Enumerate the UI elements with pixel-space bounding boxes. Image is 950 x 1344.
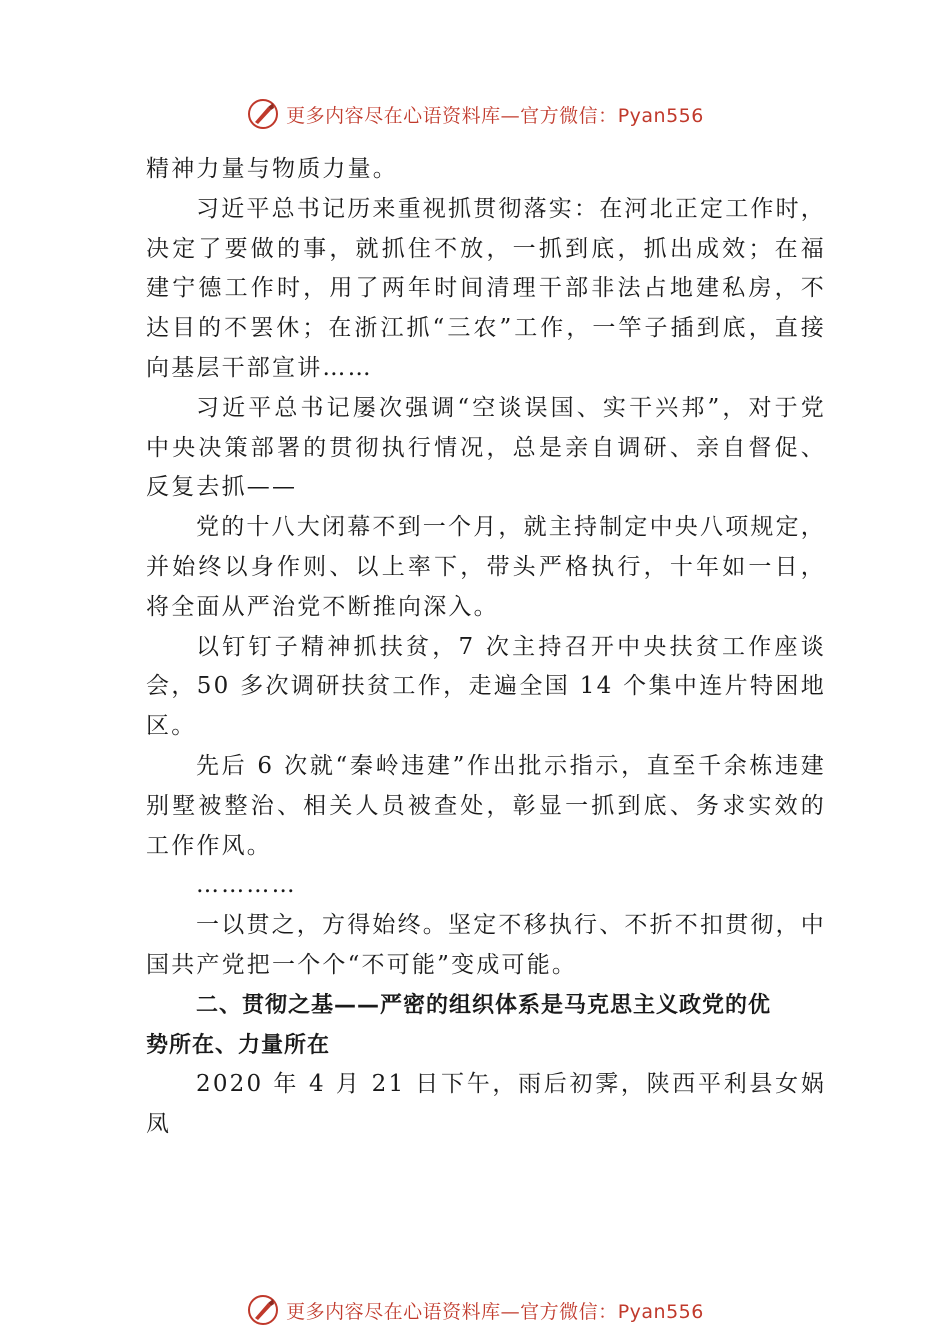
watermark-text xyxy=(286,1297,704,1324)
header-watermark xyxy=(0,94,950,134)
paragraph: 习近平总书记屡次强调“空谈误国、实干兴邦”，对于党中央决策部署的贯彻执行情况，总是亲自调研、亲自督促、 反复去抓—— xyxy=(146,394,826,501)
paragraph: 精神力量与物质力量。 xyxy=(146,156,398,182)
paragraph: 以钉钉子精神抓扶贫，7 次主持召开中央扶贫工作座谈会，50 多次调研扶贫工作，走遍全国 14 个集中连片特困地区。 xyxy=(146,633,826,740)
paragraph: 党的十八大闭幕不到一个月，就主持制定中央八项规定，并始终以身作则、以上率下，带头严格执行，十年如一日，将全面从严治党不断推向深入。 xyxy=(146,514,826,620)
watermark-separator: — xyxy=(500,104,521,127)
watermark-wechat-label: 官方微信： xyxy=(520,1300,618,1323)
watermark-text xyxy=(286,101,704,128)
paragraph: 习近平总书记历来重视抓贯彻落实：在河北正定工作时，决定了要做的事，就抓住不放，一抓到底，抓出成效；在福建宁德工作时，用了两年时间清理干部非法占地建私房，不达目的不罢休；在浙江抓“三农”工作，一竿子插到底，直接向基层干部宣讲…… xyxy=(146,195,826,381)
paragraph: 2020 年 4 月 21 日下午，雨后初霁，陕西平利县女娲凤 xyxy=(146,1071,826,1138)
quill-pen-logo-icon xyxy=(246,97,280,131)
paragraph: 一以贯之，方得始终。坚定不移执行、不折不扣贯彻，中国共产党把一个个“不可能”变成可能。 xyxy=(146,912,826,978)
section-heading: 二、贯彻之基——严密的组织体系是马克思主义政党的优势所在、力量所在 xyxy=(146,992,772,1058)
paragraph-ellipsis: ………… xyxy=(196,872,297,899)
watermark-main: 更多内容尽在心语资料库 xyxy=(286,104,501,127)
paragraph: 先后 6 次就“秦岭违建”作出批示指示，直至千余栋违建别墅被整治、相关人员被查处，彰显一抓到底、务求实效的工作作风。 xyxy=(146,752,826,859)
watermark-separator: — xyxy=(500,1300,521,1323)
watermark-wechat-id: Pyan556 xyxy=(617,104,704,127)
quill-pen-logo-icon xyxy=(246,1293,280,1327)
watermark-wechat-id: Pyan556 xyxy=(617,1300,704,1323)
document-body xyxy=(146,150,826,1145)
watermark-main: 更多内容尽在心语资料库 xyxy=(286,1300,501,1323)
watermark-wechat-label: 官方微信： xyxy=(520,104,618,127)
footer-watermark xyxy=(0,1290,950,1330)
